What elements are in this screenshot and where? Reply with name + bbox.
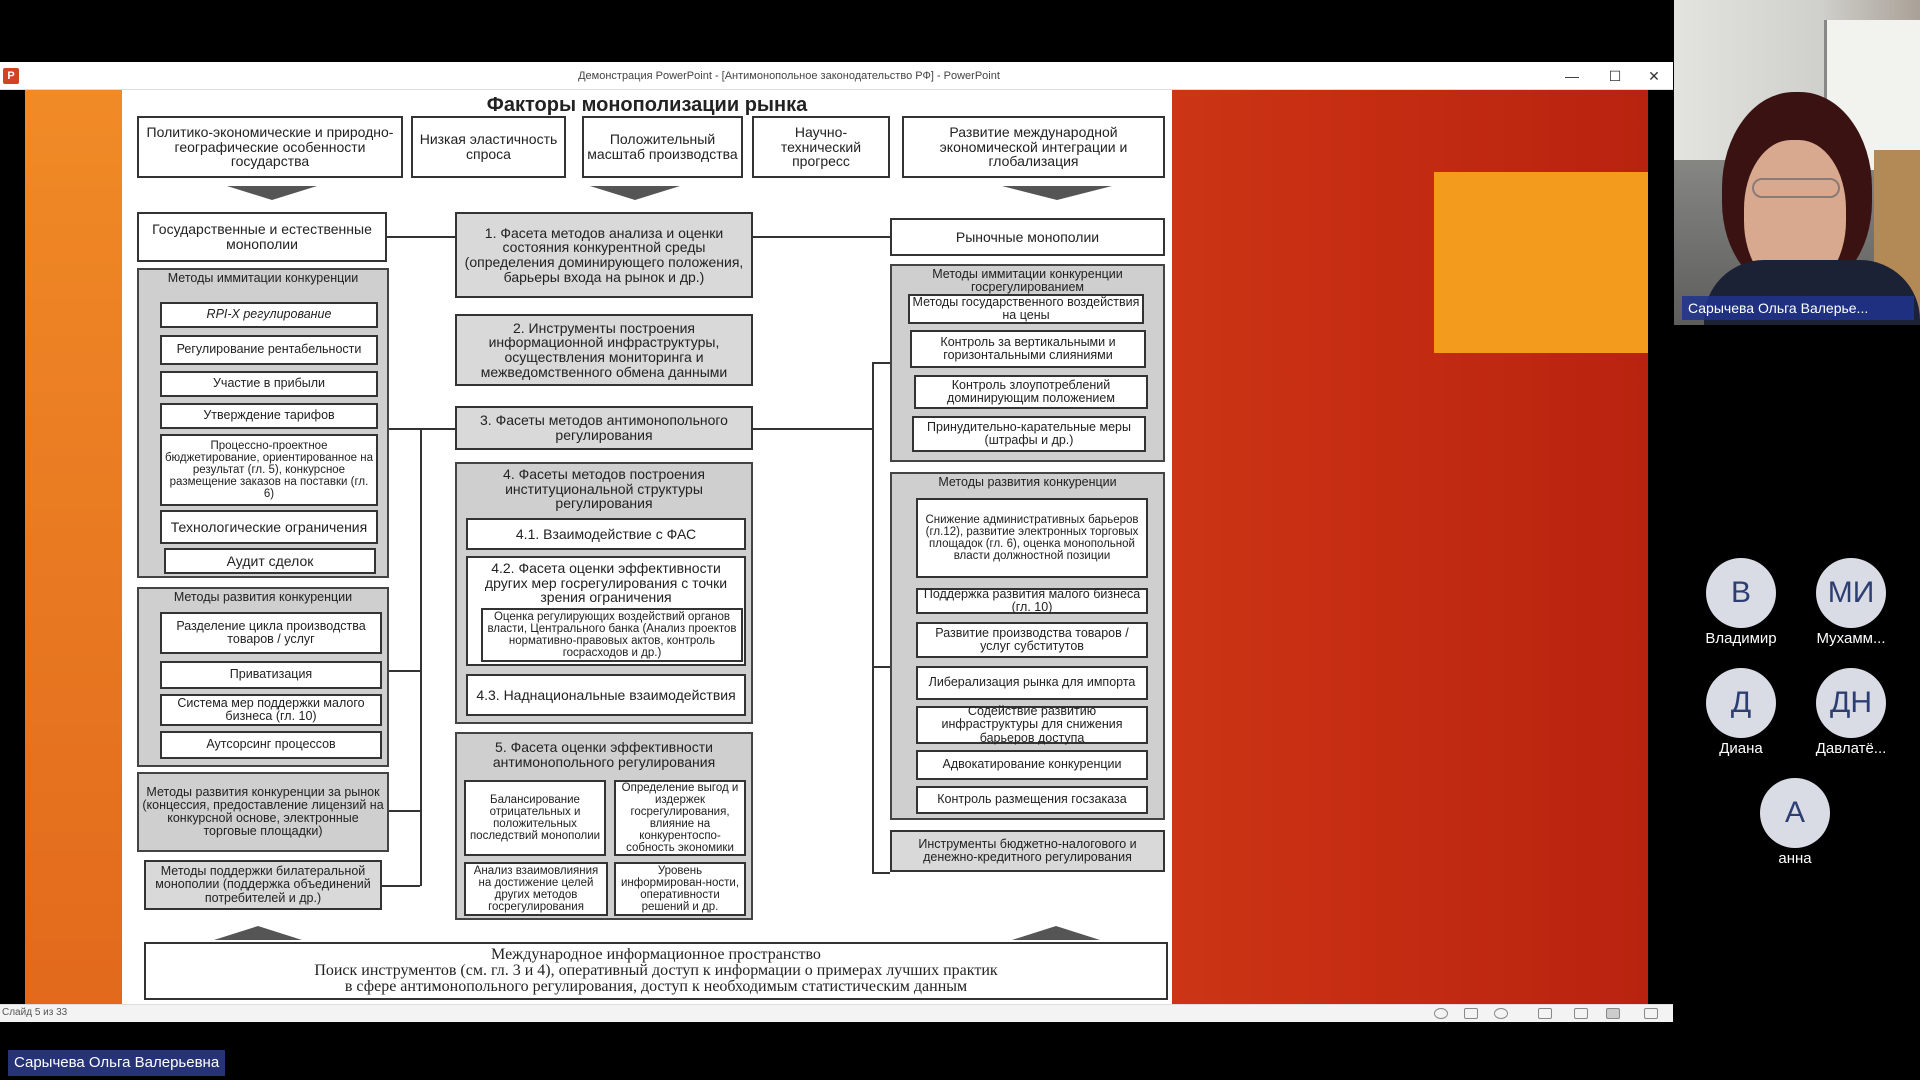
method-box: Методы государственного воздействия на цены <box>908 294 1144 324</box>
method-box: Контроль за вертикальными и горизонтальными слияниями <box>910 330 1146 368</box>
factor-box: Политико-экономические и природно-географические особенности государства <box>137 116 403 178</box>
participant-name: анна <box>1778 850 1812 867</box>
method-box: Технологические ограничения <box>160 510 378 544</box>
info-line: в сфере антимонопольного регулирования, доступ к необходимым статистическим данным <box>344 978 968 995</box>
next-slide-icon[interactable] <box>1494 1008 1508 1019</box>
method-box: Принудительно-карательные меры (штрафы и др.) <box>912 416 1146 452</box>
participant-name: Владимир <box>1705 630 1777 647</box>
facet-4-title: 4. Фасеты методов построения институциональной структуры регулирования <box>503 465 705 512</box>
title-bar <box>0 62 1673 90</box>
panel-title: Методы развития конкуренции <box>173 590 353 604</box>
method-box: Аутсорсинг процессов <box>160 731 382 759</box>
facet-5-item: Анализ взаимовлияния на достижение целей других методов госрегулирования <box>464 862 608 916</box>
method-box: Либерализация рынка для импорта <box>916 666 1148 700</box>
participant-avatar: А <box>1760 778 1830 848</box>
factor-box: Низкая эластичность спроса <box>411 116 566 178</box>
method-box: Адвокатирование конкуренции <box>916 750 1148 780</box>
slide-left-band <box>25 90 125 1004</box>
participant-tile[interactable] <box>1796 668 1906 757</box>
method-box: Система мер поддержки малого бизнеса (гл. 10) <box>160 694 382 726</box>
grid-view-icon[interactable] <box>1574 1008 1588 1019</box>
facet-4-1-box: 4.1. Взаимодействие с ФАС <box>466 518 746 550</box>
facet-5-item: Определение выгод и издержек госрегулирования, влияние на конкурентоспо-собность экономики <box>614 780 746 856</box>
connector-line <box>420 428 422 886</box>
budget-tools-box: Инструменты бюджетно-налогового и денежно-кредитного регулирования <box>890 830 1165 872</box>
slide-sorter-icon[interactable] <box>1464 1008 1478 1019</box>
info-line: Международное информационное пространство <box>491 946 821 963</box>
panel-title: Методы иммитации конкуренции госрегулированием <box>932 267 1123 295</box>
state-monopolies-box: Государственные и естественные монополии <box>137 212 387 262</box>
facet-4-2-sub-box: Оценка регулирующих воздействий органов власти, Центрального банка (Анализ проектов нормативно-правовых актов, контроль госрасходов и др.) <box>481 608 743 662</box>
connector-line <box>872 362 890 364</box>
connector-line <box>753 236 890 238</box>
reading-view-icon[interactable] <box>1606 1008 1620 1019</box>
info-line: Поиск инструментов (см. гл. 3 и 4), оперативный доступ к информации о примерах лучших практик <box>314 962 998 979</box>
participant-tile[interactable] <box>1686 558 1796 647</box>
speaker-video-tile[interactable] <box>1674 0 1920 325</box>
connector-line <box>872 362 874 872</box>
arrow-down-icon <box>590 186 680 200</box>
market-monopolies-box: Рыночные монополии <box>890 218 1165 256</box>
participant-avatar: Д <box>1706 668 1776 738</box>
connector-line <box>389 810 420 812</box>
arrow-up-icon <box>1012 926 1100 940</box>
participant-name: Диана <box>1719 740 1763 757</box>
facet-4-2-box: 4.2. Фасета оценки эффективности других мер госрегулирования с точки зрения ограничения <box>466 556 746 666</box>
facet-1-box: 1. Фасета методов анализа и оценки состояния конкурентной среды (определения доминирующего положения, барьеры входа на рынок и др.) <box>455 212 753 298</box>
active-speaker-label: Сарычева Ольга Валерьевна <box>8 1050 225 1076</box>
method-box: Контроль размещения госзаказа <box>916 786 1148 814</box>
panel-title: Методы иммитации конкуренции <box>167 271 359 285</box>
powerpoint-window <box>0 62 1673 1022</box>
status-bar <box>0 1004 1673 1022</box>
method-box: Приватизация <box>160 661 382 689</box>
method-box: Разделение цикла производства товаров / услуг <box>160 612 382 654</box>
connector-line <box>382 885 420 887</box>
arrow-down-icon <box>1002 186 1112 200</box>
facet-5-title: 5. Фасета оценки эффективности антимонопольного регулирования <box>492 739 716 770</box>
powerpoint-icon: P <box>3 68 19 84</box>
close-button[interactable]: ✕ <box>1648 68 1660 84</box>
previous-slide-icon[interactable] <box>1434 1008 1448 1019</box>
information-space-box <box>144 942 1168 1000</box>
method-box: Процессно-проектное бюджетирование, ориентированное на результат (гл. 5), конкурсное размещение заказов на поставки (гл. 6) <box>160 434 378 506</box>
factor-box: Положительный масштаб производства <box>582 116 743 178</box>
facet-3-box: 3. Фасеты методов антимонопольного регулирования <box>455 406 753 450</box>
method-box: Регулирование рентабельности <box>160 335 378 365</box>
facet-5-item: Балансирование отрицательных и положительных последствий монополии <box>464 780 606 856</box>
participant-tile[interactable] <box>1740 778 1850 867</box>
slide-counter: Слайд 5 из 33 <box>2 1007 68 1018</box>
method-box: RPI-X регулирование <box>160 302 378 328</box>
method-box: Аудит сделок <box>164 548 376 574</box>
facet-5-item: Уровень информирован-ности, оперативности решений и др. <box>614 862 746 916</box>
normal-view-icon[interactable] <box>1538 1008 1552 1019</box>
participant-avatar: В <box>1706 558 1776 628</box>
connector-line <box>753 428 873 430</box>
slideshow-icon[interactable] <box>1644 1008 1658 1019</box>
method-box: Участие в прибыли <box>160 371 378 397</box>
facet-4-3-box: 4.3. Наднациональные взаимодействия <box>466 674 746 716</box>
participant-name: Мухамм... <box>1816 630 1886 647</box>
participant-avatar: МИ <box>1816 558 1886 628</box>
factor-box: Научно-технический прогресс <box>752 116 890 178</box>
participant-name: Давлатё... <box>1815 740 1887 757</box>
connector-line <box>389 670 420 672</box>
method-box: Утверждение тарифов <box>160 403 378 429</box>
method-box: Развитие производства товаров / услуг субститутов <box>916 622 1148 658</box>
window-title: Демонстрация PowerPoint - [Антимонопольное законодательство РФ] - PowerPoint <box>578 70 1000 82</box>
speaker-glasses <box>1752 178 1840 198</box>
figure-title: Факторы монополизации рынка <box>486 94 808 116</box>
arrow-up-icon <box>214 926 302 940</box>
slide-accent-square <box>1434 172 1648 353</box>
bilateral-monopoly-box: Методы поддержки билатеральной монополии (поддержка объединений потребителей и др.) <box>144 860 382 910</box>
participant-tile[interactable] <box>1686 668 1796 757</box>
connector-line <box>872 666 890 668</box>
method-box: Поддержка развития малого бизнеса (гл. 10) <box>916 588 1148 614</box>
arrow-down-icon <box>227 186 317 200</box>
method-box: Содействие развитию инфраструктуры для снижения барьеров доступа <box>916 706 1148 744</box>
facet-2-box: 2. Инструменты построения информационной инфраструктуры, осуществления мониторинга и межведомственного обмена данными <box>455 314 753 386</box>
maximize-button[interactable]: ☐ <box>1608 68 1622 84</box>
diagram-figure <box>122 90 1172 1004</box>
method-box: Контроль злоупотреблений доминирующим положением <box>914 375 1148 409</box>
factor-box: Развитие международной экономической интеграции и глобализация <box>902 116 1165 178</box>
method-box: Снижение административных барьеров (гл.12), развитие электронных торговых площадок (гл. 6), оценка монопольной власти должностной позиции <box>916 498 1148 578</box>
market-competition-text: Методы развития конкуренции за рынок (концессия, предоставление лицензий на конкурсной основе, электронные торговые площадки) <box>142 784 384 839</box>
minimize-button[interactable]: — <box>1565 68 1579 84</box>
speaker-name-tag: Сарычева Ольга Валерье... <box>1682 296 1914 320</box>
connector-line <box>872 872 890 874</box>
participant-tile[interactable] <box>1796 558 1906 647</box>
participant-avatar: ДН <box>1816 668 1886 738</box>
panel-title: Методы развития конкуренции <box>938 475 1117 489</box>
